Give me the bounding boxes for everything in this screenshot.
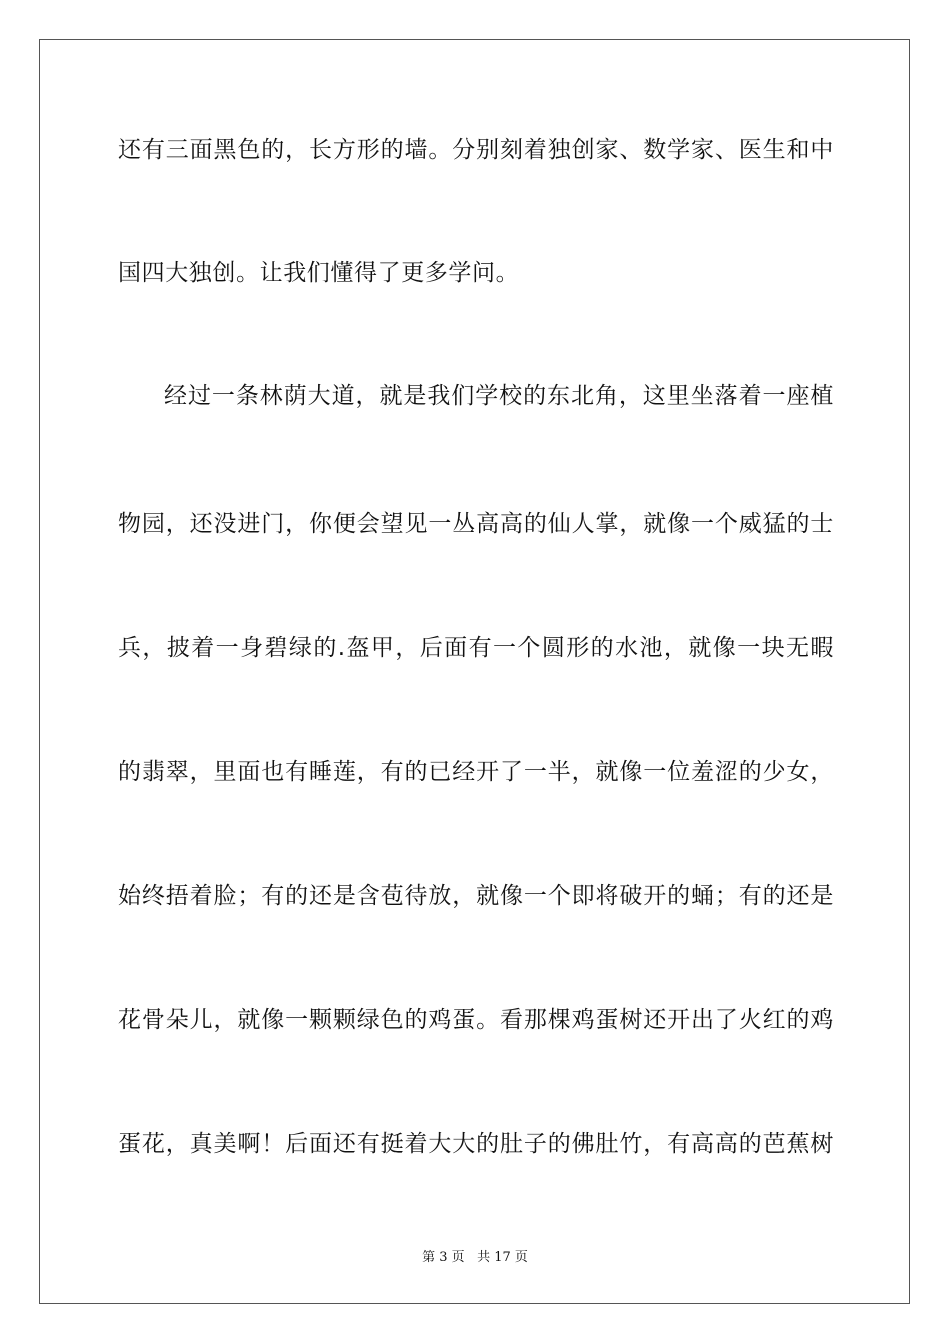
text-line-9: 蛋花，真美啊！后面还有挺着大大的肚子的佛肚竹，有高高的芭蕉树 [118,1131,834,1157]
text-line-2: 国四大独创。让我们懂得了更多学问。 [118,260,520,286]
page-footer [0,1246,950,1265]
text-line-7: 始终捂着脸；有的还是含苞待放，就像一个即将破开的蛹；有的还是 [118,883,834,909]
text-line-5: 兵，披着一身碧绿的.盔甲，后面有一个圆形的水池，就像一块无暇 [118,635,834,661]
text-line-6: 的翡翠，里面也有睡莲，有的已经开了一半，就像一位羞涩的少女， [118,759,834,785]
total-pages: 共 17 页 [477,1250,528,1265]
page-number: 第 3 页 [422,1250,465,1265]
text-line-4: 物园，还没进门，你便会望见一丛高高的仙人掌，就像一个威猛的士 [118,511,834,537]
text-line-1: 还有三面黑色的，长方形的墙。分别刻着独创家、数学家、医生和中 [118,137,834,163]
page-border [39,39,910,1304]
text-line-8: 花骨朵儿，就像一颗颗绿色的鸡蛋。看那棵鸡蛋树还开出了火红的鸡 [118,1007,834,1033]
text-line-3: 经过一条林荫大道，就是我们学校的东北角，这里坐落着一座植 [164,383,834,409]
